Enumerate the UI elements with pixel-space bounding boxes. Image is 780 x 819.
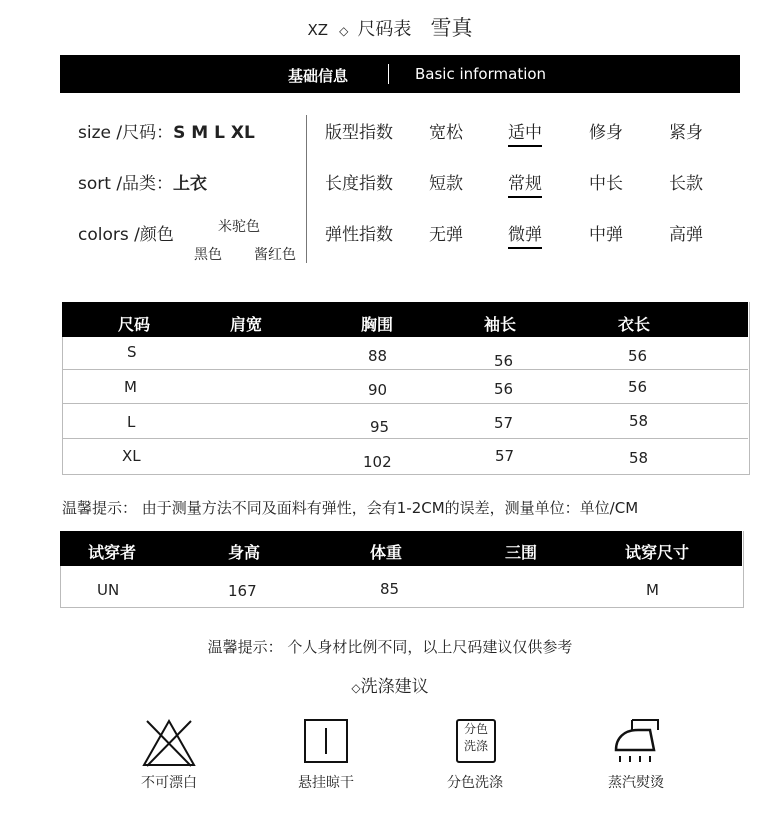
measurement-note: 温馨提示： 由于测量方法不同及面料有弹性，会有1-2CM的误差，测量单位：单位/CM: [62, 499, 639, 517]
header-length: 衣长: [618, 315, 651, 334]
header-tryon-size: 试穿尺寸: [625, 543, 690, 562]
index-fit-name: 版型指数: [325, 123, 393, 143]
separate-wash-icon-text: 洗涤: [463, 739, 488, 753]
care-label: 悬挂晾干: [298, 775, 354, 791]
color-1: 米驼色: [218, 219, 260, 235]
steam-iron-icon: [610, 716, 666, 764]
table-cell: 56: [628, 378, 648, 396]
subtitle-text: 雪真: [430, 16, 473, 40]
table-cell: 88: [368, 347, 388, 365]
table-cell: 57: [494, 414, 514, 432]
vertical-divider: [306, 115, 307, 263]
row-divider: [62, 438, 748, 439]
colors-label: colors /颜色: [78, 225, 174, 245]
index-fit-opt-selected: 适中: [508, 118, 542, 147]
index-elastic-opt: 中弹: [589, 225, 623, 245]
header-measurements: 三围: [505, 543, 538, 562]
header-chest: 胸围: [361, 315, 394, 334]
color-2: 黑色: [194, 247, 222, 263]
header-weight: 体重: [370, 543, 403, 562]
wash-title-text: 洗涤建议: [360, 677, 429, 697]
hang-dry-icon: [303, 718, 349, 764]
header-size: 尺码: [118, 315, 151, 334]
brand: XZ: [307, 21, 329, 39]
index-fit-opt: 修身: [589, 123, 623, 143]
table-cell: 57: [495, 447, 515, 465]
separate-wash-icon: [456, 719, 496, 763]
divider: [388, 64, 389, 84]
row-divider: [62, 369, 748, 370]
header-sleeve: 袖长: [484, 315, 517, 334]
index-length-name: 长度指数: [325, 174, 393, 194]
index-fit-opt: 宽松: [429, 123, 463, 143]
header-height: 身高: [228, 543, 261, 562]
index-elastic-opt-selected: 微弹: [508, 220, 542, 249]
table-cell: 56: [494, 352, 514, 370]
care-label: 分色洗涤: [447, 775, 503, 791]
table-cell: 58: [629, 412, 649, 430]
diamond-icon: ◇: [351, 681, 361, 695]
index-length-opt: 中长: [589, 174, 623, 194]
size-row: [78, 118, 255, 143]
body-note: 温馨提示： 个人身材比例不同，以上尺码建议仅供参考: [207, 638, 573, 656]
table-cell: 56: [494, 380, 514, 398]
table-cell: 90: [368, 381, 388, 399]
table-cell: M: [124, 378, 137, 396]
color-3: 酱红色: [254, 247, 296, 263]
title-text: 尺码表: [357, 19, 412, 40]
table-cell: 167: [228, 582, 257, 600]
index-length-opt-selected: 常规: [508, 169, 542, 198]
no-bleach-icon: [141, 718, 197, 768]
table-cell: S: [127, 343, 137, 361]
table-cell: 85: [380, 580, 400, 598]
wash-title: [0, 672, 780, 697]
row-divider: [62, 403, 748, 404]
header-shoulder: 肩宽: [230, 315, 263, 334]
table-cell: L: [127, 413, 136, 431]
separate-wash-icon-text: 分色: [463, 722, 488, 736]
size-label: size /尺码：: [78, 123, 174, 143]
table-cell: 56: [628, 347, 648, 365]
size-value: S M L XL: [173, 123, 255, 143]
page-title: [0, 12, 780, 42]
table-cell: 58: [629, 449, 649, 467]
header-tester: 试穿者: [88, 543, 137, 562]
index-fit-opt: 紧身: [669, 123, 703, 143]
basic-info-en: Basic information: [415, 65, 547, 83]
care-label: 不可漂白: [141, 775, 197, 791]
index-elastic-opt: 无弹: [429, 225, 463, 245]
table-cell: 102: [363, 453, 392, 471]
table-cell: 95: [370, 418, 390, 436]
sort-row: [78, 169, 207, 194]
care-label: 蒸汽熨烫: [608, 775, 664, 791]
index-elastic-opt: 高弹: [669, 225, 703, 245]
basic-info-cn: 基础信息: [288, 67, 349, 85]
index-elastic-name: 弹性指数: [325, 225, 393, 245]
table-cell: M: [646, 581, 659, 599]
sort-value: 上衣: [173, 174, 208, 194]
table-cell: XL: [122, 447, 141, 465]
index-length-opt: 短款: [429, 174, 463, 194]
sort-label: sort /品类：: [78, 174, 174, 194]
index-length-opt: 长款: [669, 174, 703, 194]
basic-info-bar: [60, 55, 740, 93]
table-cell: UN: [97, 581, 120, 599]
diamond-icon: ◇: [339, 24, 349, 38]
